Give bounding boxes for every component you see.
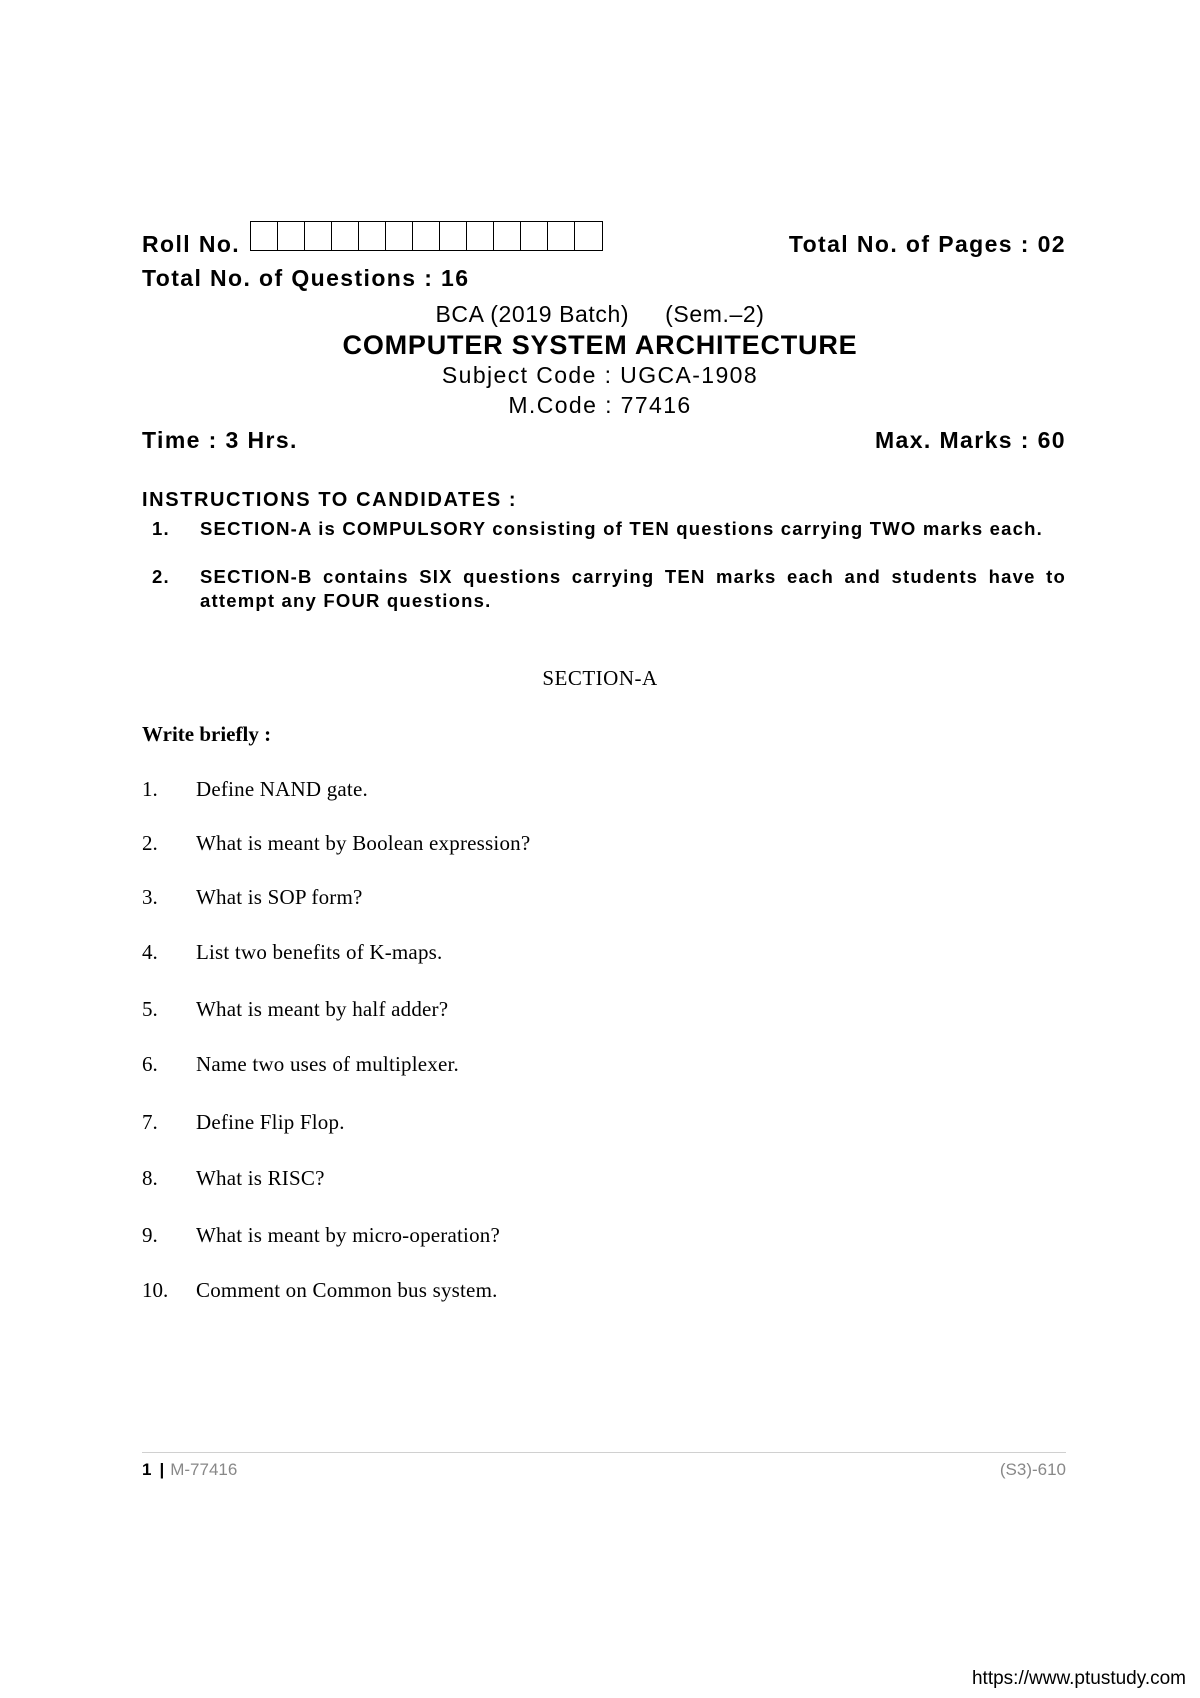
roll-no-box bbox=[494, 222, 521, 250]
question-text: What is meant by micro-operation? bbox=[196, 1223, 500, 1247]
instructions-heading: INSTRUCTIONS TO CANDIDATES : bbox=[142, 489, 518, 511]
roll-no-box bbox=[440, 222, 467, 250]
instruction-number: 2. bbox=[152, 566, 170, 587]
roll-no-box bbox=[332, 222, 359, 250]
instruction-text: SECTION-A is COMPULSORY consisting of TEN questions carrying TWO marks each. bbox=[200, 518, 1043, 539]
question-number: 8. bbox=[142, 1166, 158, 1190]
page-number: 1 bbox=[142, 1460, 152, 1479]
time-allowed: Time : 3 Hrs. bbox=[142, 427, 298, 453]
roll-no-boxes bbox=[250, 221, 603, 251]
question-number: 5. bbox=[142, 997, 158, 1021]
question-text: Define NAND gate. bbox=[196, 777, 368, 801]
question-text: Name two uses of multiplexer. bbox=[196, 1052, 459, 1076]
paper-code: M-77416 bbox=[170, 1460, 238, 1479]
roll-no-box bbox=[386, 222, 413, 250]
roll-no-box bbox=[305, 222, 332, 250]
course-line bbox=[0, 301, 1200, 328]
footer-left bbox=[142, 1460, 237, 1480]
roll-no-box bbox=[413, 222, 440, 250]
question-number: 7. bbox=[142, 1110, 158, 1134]
roll-no-box bbox=[467, 222, 494, 250]
instruction-item bbox=[142, 565, 1066, 615]
footer-separator: | bbox=[159, 1460, 165, 1479]
subject-code: Subject Code : UGCA-1908 bbox=[441, 362, 759, 388]
question-text: What is RISC? bbox=[196, 1166, 325, 1190]
semester: (Sem.–2) bbox=[665, 301, 765, 327]
total-questions: Total No. of Questions : 16 bbox=[142, 265, 470, 291]
instruction-item bbox=[142, 517, 1066, 567]
question-text: What is SOP form? bbox=[196, 885, 363, 909]
watermark-url: https://www.ptustudy.com bbox=[971, 1668, 1186, 1689]
max-marks: Max. Marks : 60 bbox=[874, 427, 1066, 453]
total-pages: Total No. of Pages : 02 bbox=[788, 231, 1066, 257]
footer-divider bbox=[142, 1452, 1066, 1453]
course-name: BCA (2019 Batch) bbox=[435, 301, 630, 327]
print-code: (S3)-610 bbox=[999, 1460, 1066, 1479]
roll-no-box bbox=[575, 222, 602, 250]
question-number: 9. bbox=[142, 1223, 158, 1247]
question-number: 6. bbox=[142, 1052, 158, 1076]
question-text: What is meant by Boolean expression? bbox=[196, 831, 531, 855]
roll-no-box bbox=[251, 222, 278, 250]
m-code: M.Code : 77416 bbox=[508, 392, 692, 418]
question-number: 3. bbox=[142, 885, 158, 909]
instruction-number: 1. bbox=[152, 518, 170, 539]
write-briefly-heading: Write briefly : bbox=[142, 722, 272, 746]
question-text: Define Flip Flop. bbox=[196, 1110, 345, 1134]
question-number: 10. bbox=[142, 1278, 169, 1302]
section-a-title: SECTION-A bbox=[542, 666, 658, 690]
question-number: 1. bbox=[142, 777, 158, 801]
roll-no-box bbox=[548, 222, 575, 250]
paper-title: COMPUTER SYSTEM ARCHITECTURE bbox=[342, 330, 858, 360]
roll-no-box bbox=[278, 222, 305, 250]
instruction-text: SECTION-B contains SIX questions carrying TEN marks each and students have to attempt any FOUR questions. bbox=[200, 566, 1066, 611]
question-text: What is meant by half adder? bbox=[196, 997, 449, 1021]
question-number: 4. bbox=[142, 940, 158, 964]
question-text: List two benefits of K-maps. bbox=[196, 940, 443, 964]
roll-no-box bbox=[521, 222, 548, 250]
roll-no-box bbox=[359, 222, 386, 250]
question-text: Comment on Common bus system. bbox=[196, 1278, 498, 1302]
roll-no-label: Roll No. bbox=[142, 231, 241, 257]
question-number: 2. bbox=[142, 831, 158, 855]
